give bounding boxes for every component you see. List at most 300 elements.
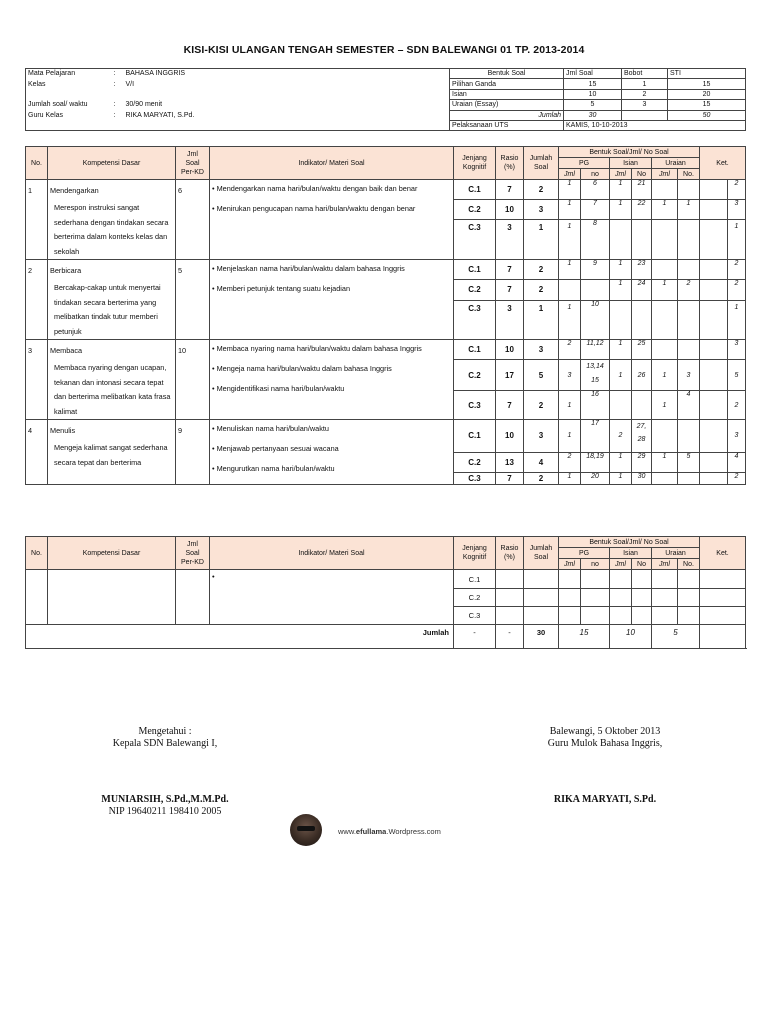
header-isian: Isian <box>610 548 652 559</box>
ket-spacer <box>700 300 728 339</box>
empty-cell <box>610 570 632 589</box>
pg-jml: 1 <box>559 180 581 200</box>
header-rasio <box>496 147 524 180</box>
ket-value: 1 <box>728 300 746 339</box>
pg-no: 20 <box>581 473 610 485</box>
isian-no: 26 <box>632 360 652 391</box>
info-header-bentuk: Bentuk Soal <box>450 69 564 79</box>
uraian-jml <box>652 220 678 260</box>
indikator-cell <box>210 180 454 260</box>
header-jumlah-soal <box>524 147 559 180</box>
jumlah-soal: 30 <box>524 625 559 649</box>
info-label-kelas: Kelas <box>26 79 112 89</box>
info-sti-isian: 20 <box>668 89 746 99</box>
info-bentuk-uraian: Uraian (Essay) <box>450 100 564 110</box>
info-header-bobot: Bobot <box>622 69 668 79</box>
header-rasio-line: Rasio <box>500 545 519 552</box>
header-jml-line: Jml <box>187 150 198 158</box>
pg-no <box>581 280 610 300</box>
isian-jml <box>610 391 632 420</box>
pg-no: 8 <box>581 220 610 260</box>
pg-no: 10 <box>581 300 610 339</box>
header-ket: Ket. <box>700 147 746 180</box>
isian-jml: 1 <box>610 260 632 280</box>
empty-cell <box>678 607 700 625</box>
signature-right <box>530 726 680 750</box>
pg-jml: 1 <box>559 391 581 420</box>
isian-jml: 1 <box>610 180 632 200</box>
indikator-item: • Mengurutkan nama hari/bulan/waktu <box>212 464 335 473</box>
ket-value: 3 <box>728 200 746 220</box>
ket-value: 5 <box>728 360 746 391</box>
level-jumlah: 2 <box>524 280 559 300</box>
level-c: C.2 <box>454 589 496 607</box>
uraian-jml <box>652 180 678 200</box>
info-empty <box>112 120 124 130</box>
header-kompetensi-dasar: Kompetensi Dasar <box>48 147 176 180</box>
pg-no: 7 <box>581 200 610 220</box>
header-uraian: Uraian <box>652 158 700 169</box>
header-isian-no: No <box>632 559 652 570</box>
header-pg-no: no <box>581 559 610 570</box>
kd-title: Membaca <box>50 346 83 355</box>
pg-no: 11,12 <box>581 340 610 360</box>
pg-jml: 1 <box>559 300 581 339</box>
header-pg-jml: Jml <box>559 559 581 570</box>
header-rasio <box>496 537 524 570</box>
header-bentuk-soal: Bentuk Soal/Jml/ No Soal <box>559 537 700 548</box>
info-bentuk-pg: Pilihan Ganda <box>450 79 564 89</box>
isian-no <box>632 300 652 339</box>
uraian-no: 2 <box>678 280 700 300</box>
kd-cell <box>48 180 176 260</box>
kd-jml: 5 <box>176 260 210 340</box>
jumlah-uraian: 5 <box>652 625 700 649</box>
header-ket: Ket. <box>700 537 746 570</box>
pg-no: 17 <box>581 420 610 453</box>
empty-cell <box>524 607 559 625</box>
kd-cell <box>48 340 176 420</box>
isian-no: 22 <box>632 200 652 220</box>
empty-cell <box>632 570 652 589</box>
info-jml-uraian: 5 <box>564 100 622 110</box>
info-label-jumlah-soal: Jumlah soal/ waktu <box>26 100 112 110</box>
info-empty <box>112 89 124 99</box>
signature-right-line2: Guru Mulok Bahasa Inggris, <box>547 738 663 749</box>
kd-description: Merespon instruksi sangat sederhana dengan tindakan secara berterima dalam konteks kelas dan sekolah <box>54 203 169 256</box>
empty-cell <box>700 607 746 625</box>
sunglasses-icon <box>297 826 315 831</box>
empty-cell <box>652 607 678 625</box>
info-empty <box>124 89 450 99</box>
isian-no: 24 <box>632 280 652 300</box>
empty-cell <box>496 589 524 607</box>
header-jml-line: Jml <box>187 540 198 548</box>
header-isian-jml: Jml <box>610 169 632 180</box>
signature-left-name: MUNIARSIH, S.Pd.,M.M.Pd. <box>101 794 229 805</box>
info-sep: : <box>113 111 116 119</box>
info-sti-pg: 15 <box>668 79 746 89</box>
info-bentuk-isian: Isian <box>450 89 564 99</box>
kd-jml: 10 <box>176 340 210 420</box>
level-jumlah: 3 <box>524 200 559 220</box>
header-pg: PG <box>559 158 610 169</box>
indikator-item: • Menuliskan nama hari/bulan/waktu <box>212 424 329 433</box>
empty-kd <box>48 570 176 625</box>
indikator-cell <box>210 420 454 485</box>
info-label-guru: Guru Kelas <box>26 110 112 120</box>
signature-left-line2: Kepala SDN Balewangi I, <box>112 738 218 749</box>
level-jumlah: 2 <box>524 180 559 200</box>
header-jml-line: Soal <box>185 159 200 167</box>
empty-cell <box>700 570 746 589</box>
page-title: KISI-KISI ULANGAN TENGAH SEMESTER – SDN BALEWANGI 01 TP. 2013-2014 <box>183 44 585 56</box>
empty-cell <box>559 570 581 589</box>
header-uraian-no: No. <box>678 559 700 570</box>
level-rasio: 10 <box>496 420 524 453</box>
level-c: C.3 <box>454 607 496 625</box>
jumlah-pg: 15 <box>559 625 610 649</box>
info-bobot-uraian: 3 <box>622 100 668 110</box>
uraian-jml <box>652 420 678 453</box>
jumlah-rasio: - <box>496 625 524 649</box>
level-jumlah: 1 <box>524 220 559 260</box>
level-rasio: 17 <box>496 360 524 391</box>
signature-left <box>90 726 240 750</box>
isian-no: 29 <box>632 452 652 473</box>
header-pg: PG <box>559 548 610 559</box>
empty-cell <box>652 570 678 589</box>
ket-spacer <box>700 220 728 260</box>
header-isian: Isian <box>610 158 652 169</box>
kd-no: 3 <box>26 340 48 420</box>
kd-jml: 6 <box>176 180 210 260</box>
level-c: C.3 <box>454 300 496 339</box>
uraian-no <box>678 420 700 453</box>
ket-spacer <box>700 280 728 300</box>
pg-jml: 1 <box>559 420 581 453</box>
header-rasio-line: (%) <box>504 164 515 171</box>
isian-jml <box>610 220 632 260</box>
watermark-suffix: .Wordpress.com <box>386 827 441 836</box>
pg-jml: 1 <box>559 260 581 280</box>
uraian-no <box>678 260 700 280</box>
uraian-jml: 1 <box>652 280 678 300</box>
uraian-no <box>678 473 700 485</box>
signature-left-line1: Mengetahui : <box>138 726 192 737</box>
info-sep: : <box>112 69 124 79</box>
info-empty <box>124 120 450 130</box>
header-jumlah-line: Soal <box>533 164 548 171</box>
uraian-jml: 1 <box>652 452 678 473</box>
info-pelaksanaan-value: KAMIS, 10-10-2013 <box>564 120 746 130</box>
empty-cell <box>632 589 652 607</box>
kd-jml: 9 <box>176 420 210 485</box>
empty-cell <box>652 589 678 607</box>
level-c: C.1 <box>454 420 496 453</box>
indikator-item: • Mengeja nama hari/bulan/waktu dalam bahasa Inggris <box>212 364 392 373</box>
isian-no: 23 <box>632 260 652 280</box>
header-jumlah-line: Jumlah <box>529 155 553 162</box>
watermark-name: efullama <box>355 827 387 836</box>
empty-cell <box>678 589 700 607</box>
isian-no <box>632 220 652 260</box>
kd-description: Bercakap-cakap untuk menyertai tindakan secara berterima yang melibatkan tindak tutur memberi petunjuk <box>54 283 161 336</box>
level-jumlah: 2 <box>524 391 559 420</box>
level-c: C.2 <box>454 452 496 473</box>
ket-value: 2 <box>728 473 746 485</box>
empty-cell <box>610 589 632 607</box>
uraian-no <box>678 340 700 360</box>
pg-no: 16 <box>581 391 610 420</box>
isian-jml: 1 <box>610 452 632 473</box>
isian-jml: 1 <box>610 360 632 391</box>
uraian-jml <box>652 473 678 485</box>
header-jml-line: Per-KD <box>181 558 204 566</box>
level-rasio: 7 <box>496 260 524 280</box>
header-bentuk-soal: Bentuk Soal/Jml/ No Soal <box>559 147 700 158</box>
uraian-jml: 1 <box>652 200 678 220</box>
ket-value: 2 <box>728 260 746 280</box>
header-isian-jml: Jml <box>610 559 632 570</box>
ket-spacer <box>700 340 728 360</box>
header-rasio-line: Rasio <box>500 155 519 162</box>
kd-cell <box>48 260 176 340</box>
ket-spacer <box>700 360 728 391</box>
uraian-jml <box>652 300 678 339</box>
info-jumlah-label: Jumlah <box>450 110 564 120</box>
ket-value: 2 <box>728 280 746 300</box>
watermark-url[interactable] <box>338 827 441 836</box>
info-sep: : <box>113 101 116 109</box>
empty-cell <box>496 570 524 589</box>
pg-no: 9 <box>581 260 610 280</box>
info-value-jumlah-soal: 30/90 menit <box>124 100 450 110</box>
ket-value: 2 <box>728 180 746 200</box>
isian-jml: 1 <box>610 280 632 300</box>
isian-no <box>632 391 652 420</box>
isian-no: 21 <box>632 180 652 200</box>
ket-spacer <box>700 260 728 280</box>
info-header-sti: STI <box>668 69 746 79</box>
empty-jml <box>176 570 210 625</box>
level-jumlah: 1 <box>524 300 559 339</box>
level-rasio: 7 <box>496 391 524 420</box>
ket-spacer <box>700 452 728 473</box>
info-pelaksanaan-label: Pelaksanaan UTS <box>450 120 564 130</box>
level-jumlah: 2 <box>524 260 559 280</box>
uraian-no <box>678 220 700 260</box>
header-jumlah-soal <box>524 537 559 570</box>
uraian-jml: 1 <box>652 391 678 420</box>
indikator-item: • Memberi petunjuk tentang suatu kejadian <box>212 284 351 293</box>
signature-right-name: RIKA MARYATI, S.Pd. <box>553 794 657 805</box>
ket-spacer <box>700 420 728 453</box>
uraian-no: 5 <box>678 452 700 473</box>
kisi-kisi-summary-table <box>25 536 746 649</box>
info-jumlah-sti: 50 <box>668 110 746 120</box>
info-empty <box>622 110 668 120</box>
indikator-cell <box>210 260 454 340</box>
level-c: C.3 <box>454 473 496 485</box>
isian-no: 27, 28 <box>632 420 652 453</box>
isian-no: 30 <box>632 473 652 485</box>
info-jml-isian: 10 <box>564 89 622 99</box>
ket-value: 1 <box>728 220 746 260</box>
empty-cell <box>581 589 610 607</box>
ket-value: 3 <box>728 420 746 453</box>
isian-jml: 1 <box>610 473 632 485</box>
header-no: No. <box>26 537 48 570</box>
level-rasio: 13 <box>496 452 524 473</box>
empty-cell <box>559 607 581 625</box>
pg-no: 13,14 15 <box>581 360 610 391</box>
indikator-item: • Mengidentifikasi nama hari/bulan/waktu <box>212 384 345 393</box>
empty-indikator-bullet: • <box>210 570 454 625</box>
ket-value: 4 <box>728 452 746 473</box>
ket-value: 3 <box>728 340 746 360</box>
uraian-no: 1 <box>678 200 700 220</box>
level-jumlah: 3 <box>524 420 559 453</box>
header-no: No. <box>26 147 48 180</box>
header-rasio-line: (%) <box>504 554 515 561</box>
kd-title: Mendengarkan <box>50 186 99 195</box>
ket-spacer <box>700 200 728 220</box>
uraian-no <box>678 300 700 339</box>
level-rasio: 3 <box>496 220 524 260</box>
jumlah-label: Jumlah <box>26 625 454 649</box>
pg-no: 6 <box>581 180 610 200</box>
header-jenjang-line: Jenjang <box>462 155 487 162</box>
header-jumlah-line: Jumlah <box>529 545 553 552</box>
level-rasio: 10 <box>496 340 524 360</box>
header-uraian-jml: Jml <box>652 559 678 570</box>
pg-jml: 1 <box>559 200 581 220</box>
header-jenjang-line: Kognitif <box>462 164 487 171</box>
empty-cell <box>700 589 746 607</box>
header-jml-soal <box>176 537 210 570</box>
indikator-item: • Menjelaskan nama hari/bulan/waktu dalam bahasa Inggris <box>212 264 405 273</box>
kd-no: 1 <box>26 180 48 260</box>
pg-jml: 2 <box>559 340 581 360</box>
kd-description: Mengeja kalimat sangat sederhana secara tepat dan berterima <box>54 443 168 467</box>
ket-value: 2 <box>728 391 746 420</box>
ket-spacer <box>700 391 728 420</box>
header-indikator: Indikator/ Materi Soal <box>210 147 454 180</box>
header-jenjang <box>454 147 496 180</box>
info-jumlah-jml: 30 <box>564 110 622 120</box>
isian-no: 25 <box>632 340 652 360</box>
header-kompetensi-dasar: Kompetensi Dasar <box>48 537 176 570</box>
pg-jml: 1 <box>559 220 581 260</box>
info-header-jml: Jml Soal <box>564 69 622 79</box>
header-jml-line: Soal <box>185 549 200 557</box>
header-jenjang-line: Jenjang <box>462 545 487 552</box>
kisi-kisi-table <box>25 146 746 485</box>
kd-title: Menulis <box>50 426 76 435</box>
empty-cell <box>524 589 559 607</box>
uraian-jml <box>652 340 678 360</box>
level-c: C.2 <box>454 200 496 220</box>
info-value-guru: RIKA MARYATI, S.Pd. <box>124 110 450 120</box>
pg-no: 18,19 <box>581 452 610 473</box>
level-c: C.3 <box>454 391 496 420</box>
level-c: C.2 <box>454 280 496 300</box>
level-jumlah: 4 <box>524 452 559 473</box>
header-jml-soal <box>176 147 210 180</box>
header-indikator: Indikator/ Materi Soal <box>210 537 454 570</box>
level-rasio: 7 <box>496 473 524 485</box>
signature-left-name-block <box>80 794 250 818</box>
header-uraian-jml: Jml <box>652 169 678 180</box>
info-label-mapel: Mata Pelajaran <box>26 69 112 79</box>
pg-jml: 2 <box>559 452 581 473</box>
level-c: C.1 <box>454 260 496 280</box>
uraian-no: 3 <box>678 360 700 391</box>
indikator-item: • Mendengarkan nama hari/bulan/waktu dengan baik dan benar <box>212 184 418 193</box>
level-c: C.1 <box>454 340 496 360</box>
level-c: C.1 <box>454 180 496 200</box>
empty-cell <box>496 607 524 625</box>
info-empty <box>26 89 112 99</box>
kd-title: Berbicara <box>50 266 82 275</box>
kd-no: 2 <box>26 260 48 340</box>
level-c: C.2 <box>454 360 496 391</box>
empty-cell <box>559 589 581 607</box>
uraian-jml: 1 <box>652 360 678 391</box>
kd-description: Membaca nyaring dengan ucapan, tekanan dan intonasi secara tepat dan berterima melibatkan kata frasa kalimat <box>54 363 171 416</box>
level-c: C.3 <box>454 220 496 260</box>
header-uraian: Uraian <box>652 548 700 559</box>
indikator-item: • Menjawab pertanyaan sesuai wacana <box>212 444 339 453</box>
level-jumlah: 5 <box>524 360 559 391</box>
jumlah-isian: 10 <box>610 625 652 649</box>
info-bobot-pg: 1 <box>622 79 668 89</box>
info-bobot-isian: 2 <box>622 89 668 99</box>
header-jumlah-line: Soal <box>533 554 548 561</box>
info-empty <box>26 120 112 130</box>
empty-cell <box>581 607 610 625</box>
uraian-no <box>678 180 700 200</box>
ket-spacer <box>700 473 728 485</box>
header-uraian-no: No. <box>678 169 700 180</box>
indikator-cell <box>210 340 454 420</box>
pg-jml <box>559 280 581 300</box>
header-pg-no: no <box>581 169 610 180</box>
level-rasio: 7 <box>496 280 524 300</box>
empty-cell <box>610 607 632 625</box>
ket-spacer <box>700 180 728 200</box>
header-pg-jml: Jml <box>559 169 581 180</box>
empty-cell <box>581 570 610 589</box>
empty-no <box>26 570 48 625</box>
level-rasio: 7 <box>496 180 524 200</box>
empty-cell <box>632 607 652 625</box>
signature-left-nip: NIP 19640211 198410 2005 <box>108 806 222 817</box>
info-value-mapel: BAHASA INGGRIS <box>124 69 450 79</box>
empty-cell <box>700 625 746 649</box>
info-table <box>25 68 746 131</box>
pg-jml: 1 <box>559 473 581 485</box>
kd-cell <box>48 420 176 485</box>
empty-cell <box>524 570 559 589</box>
info-value-kelas: V/I <box>124 79 450 89</box>
level-c: C.1 <box>454 570 496 589</box>
isian-jml <box>610 300 632 339</box>
info-sep: : <box>113 80 116 88</box>
watermark-prefix: www. <box>338 827 356 836</box>
indikator-item: • Membaca nyaring nama hari/bulan/waktu dalam bahasa Inggris <box>212 344 422 353</box>
